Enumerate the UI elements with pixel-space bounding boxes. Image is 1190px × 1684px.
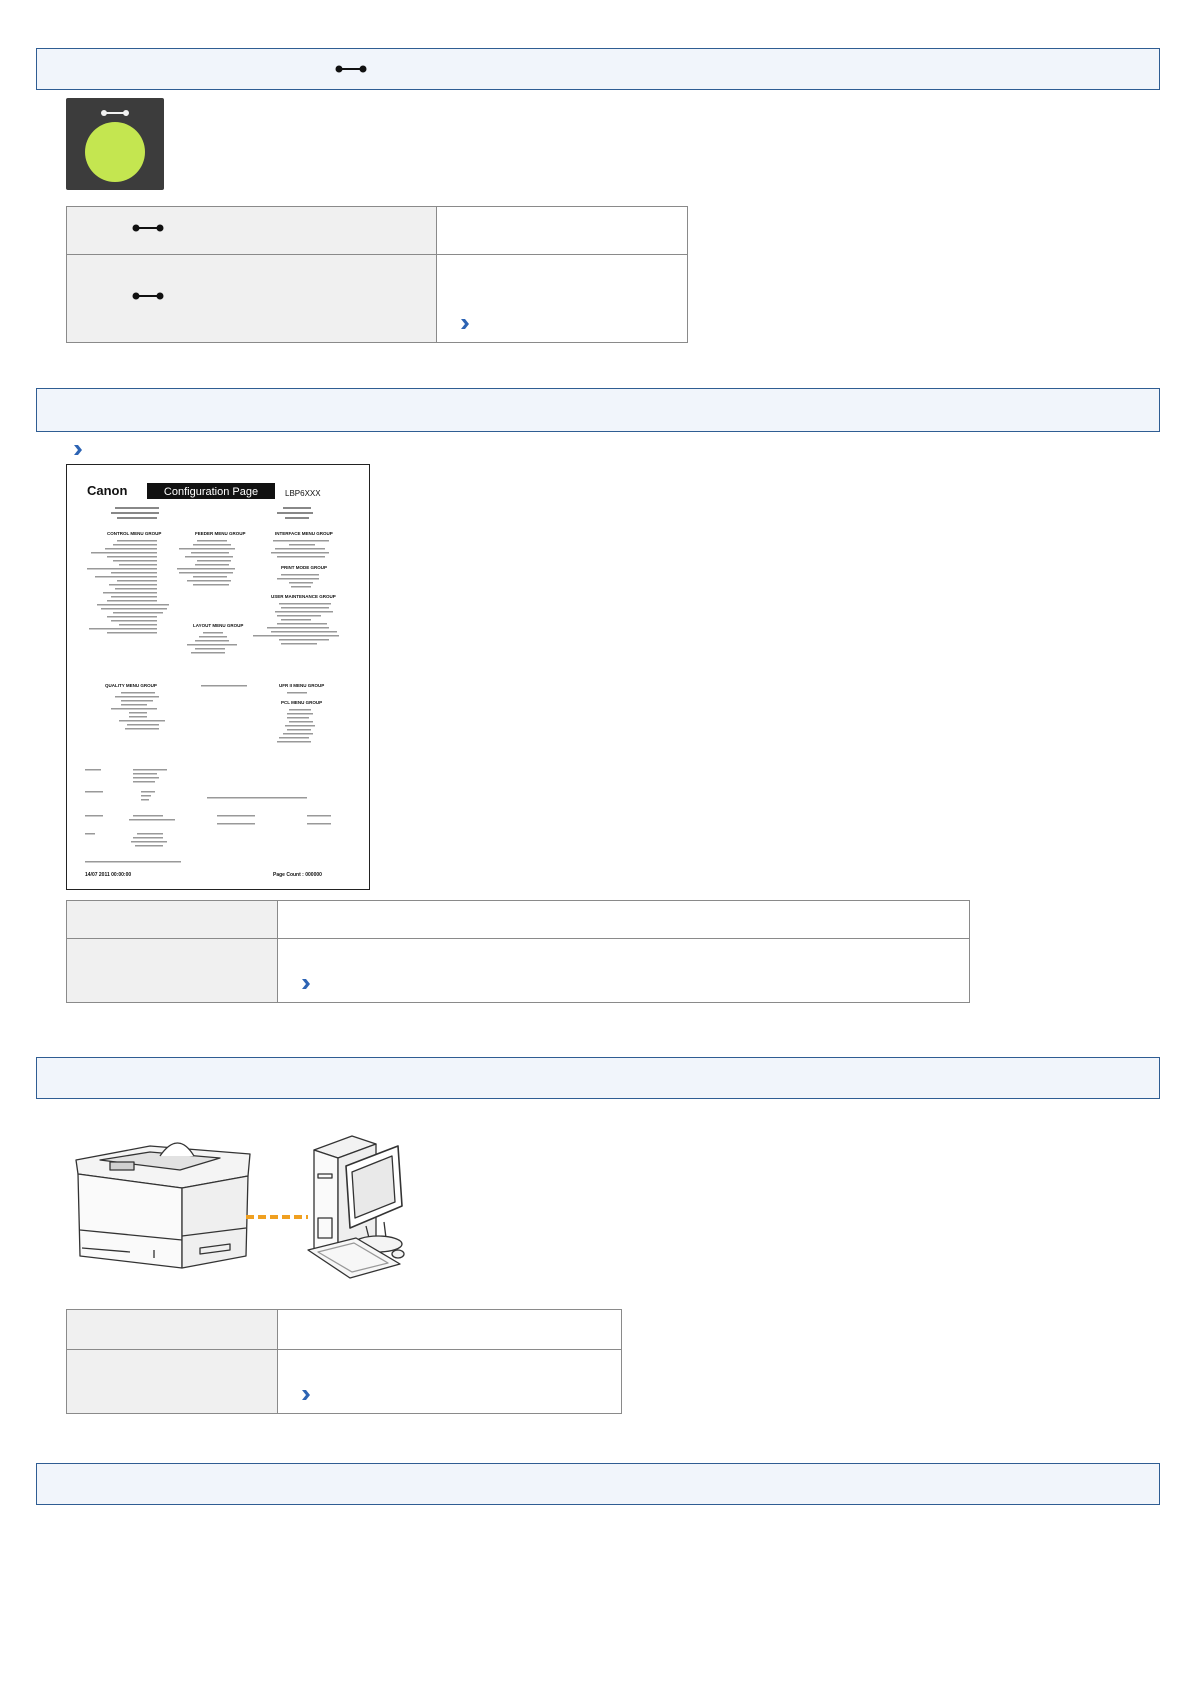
connection-info-table <box>66 1309 622 1414</box>
section-bar-bottom <box>36 1463 1160 1505</box>
config-group-maintenance: USER MAINTENANCE GROUP <box>271 594 336 599</box>
config-group-ufr: UFR II MENU GROUP <box>279 683 325 688</box>
power-button-image <box>66 98 164 190</box>
config-group-feeder: FEEDER MENU GROUP <box>195 531 246 536</box>
description-cell <box>278 901 970 939</box>
link-arrow-icon[interactable] <box>459 317 471 329</box>
header-cell <box>67 1350 278 1414</box>
section-bar-config <box>36 388 1160 432</box>
link-arrow-icon[interactable] <box>300 977 312 989</box>
config-group-print-mode: PRINT MODE GROUP <box>281 565 328 570</box>
config-group-layout: LAYOUT MENU GROUP <box>193 623 244 628</box>
config-group-control: CONTROL MENU GROUP <box>107 531 162 536</box>
table-row <box>67 207 688 255</box>
link-arrow-icon[interactable] <box>300 1388 312 1400</box>
link-arrow-icon[interactable] <box>72 443 84 455</box>
config-info-table <box>66 900 970 1003</box>
table-row <box>67 255 688 343</box>
config-page-count: Page Count : 000000 <box>273 872 322 878</box>
config-group-quality: QUALITY MENU GROUP <box>105 683 157 688</box>
header-cell <box>67 901 278 939</box>
connection-indicator-icon <box>131 221 165 240</box>
description-cell <box>278 939 970 1003</box>
printer-icon <box>76 1143 250 1268</box>
description-cell <box>278 1310 622 1350</box>
config-group-pcl: PCL MENU GROUP <box>281 700 323 705</box>
config-group-interface: INTERFACE MENU GROUP <box>275 531 333 536</box>
section-bar-status <box>36 48 1160 90</box>
status-cell-on <box>67 207 437 255</box>
description-cell <box>437 255 688 343</box>
indicator-status-table <box>66 206 688 343</box>
table-row <box>67 1350 622 1414</box>
green-power-button-icon <box>66 98 164 190</box>
status-cell-blink <box>67 255 437 343</box>
config-date: 14/07 2011 00:00:00 <box>85 872 132 878</box>
header-cell <box>67 939 278 1003</box>
connection-indicator-icon <box>334 62 368 76</box>
printer-computer-illustration <box>70 1116 450 1282</box>
table-row <box>67 901 970 939</box>
connection-indicator-icon <box>131 289 165 308</box>
config-title: Configuration Page <box>163 486 259 498</box>
table-row <box>67 939 970 1003</box>
configuration-page-image <box>66 464 370 890</box>
config-model: LBP6XXX <box>285 489 321 498</box>
section-bar-connection <box>36 1057 1160 1099</box>
table-row <box>67 1310 622 1350</box>
header-cell <box>67 1310 278 1350</box>
config-brand: Canon <box>87 483 128 498</box>
description-cell <box>278 1350 622 1414</box>
description-cell <box>437 207 688 255</box>
computer-icon <box>308 1136 404 1278</box>
configuration-page-graphic <box>67 465 369 889</box>
